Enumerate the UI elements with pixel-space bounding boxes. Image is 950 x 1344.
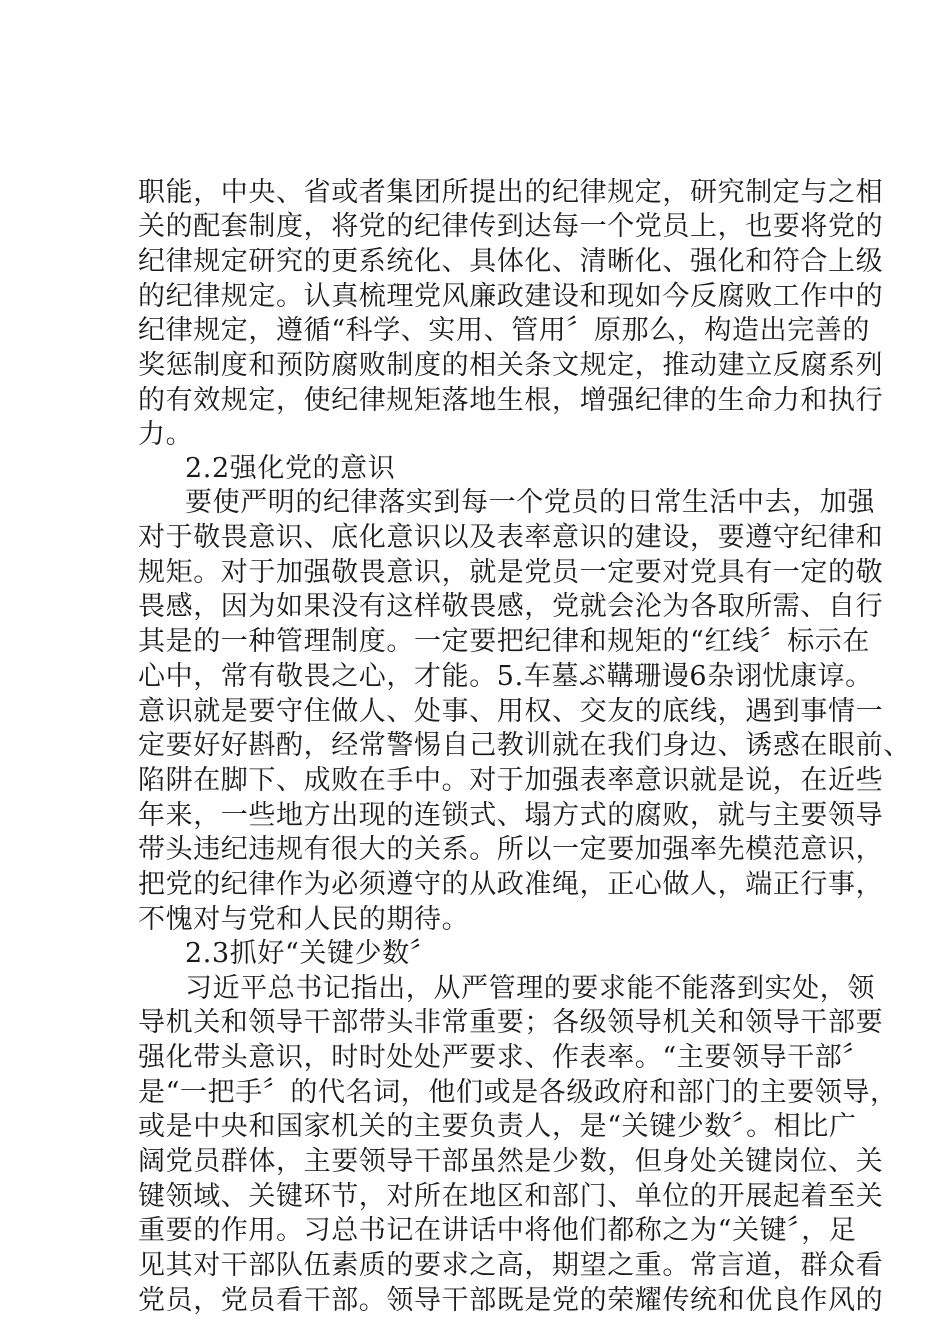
text-line: 奖惩制度和预防腐败制度的相关条文规定，推动建立反腐系列: [138, 350, 884, 381]
text-line: 心中，常有敬畏之心，才能。5.车墓ぶ鞲珊谩6杂诩忧康谆。: [138, 661, 873, 692]
text-line: 职能，中央、省或者集团所提出的纪律规定，研究制定与之相: [138, 177, 884, 208]
text-line: 键领域、关键环节，对所在地区和部门、单位的开展起着至关: [138, 1181, 884, 1212]
text-line: 见其对干部队伍素质的要求之高，期望之重。常言道，群众看: [138, 1250, 884, 1281]
text-line: 不愧对与党和人民的期待。: [138, 904, 470, 935]
text-line: 陷阱在脚下、成败在手中。对于加强表率意识就是说，在近些: [138, 765, 884, 796]
text-line: 对于敬畏意识、底化意识以及表率意识的建设，要遵守纪律和: [138, 522, 884, 553]
text-line: 导机关和领导干部带头非常重要；各级领导机关和领导干部要: [138, 1007, 884, 1038]
text-line: 的有效规定，使纪律规矩落地生根，增强纪律的生命力和执行: [138, 385, 884, 416]
text-line: 党员，党员看干部。领导干部既是党的荣耀传统和优良作风的: [138, 1285, 884, 1316]
text-line: 的纪律规定。认真梳理党风廉政建设和现如今反腐败工作中的: [138, 281, 884, 312]
text-line: 习近平总书记指出，从严管理的要求能不能落到实处，领: [185, 973, 875, 1004]
text-line: 力。: [138, 419, 194, 450]
section-heading: 2.3抓好“关键少数〞: [185, 938, 438, 969]
text-line: 阔党员群体，主要领导干部虽然是少数，但身处关键岗位、关: [138, 1146, 884, 1177]
text-line: 或是中央和国家机关的主要负责人，是“关键少数〞。相比广: [138, 1111, 857, 1142]
text-line: 把党的纪律作为必须遵守的从政准绳，正心做人，端正行事，: [138, 869, 884, 900]
text-line: 年来，一些地方出现的连锁式、塌方式的腐败，就与主要领导: [138, 800, 884, 831]
section-heading: 2.2强化党的意识: [185, 453, 396, 484]
text-line: 带头违纪违规有很大的关系。所以一定要加强率先模范意识，: [138, 834, 884, 865]
text-line: 畏感，因为如果没有这样敬畏感，党就会沦为各取所需、自行: [138, 591, 884, 622]
text-line: 强化带头意识，时时处处严要求、作表率。“主要领导干部〞: [138, 1042, 871, 1073]
text-line: 关的配套制度，将党的纪律传到达每一个党员上，也要将党的: [138, 211, 884, 242]
text-line: 意识就是要守住做人、处事、用权、交友的底线，遇到事情一: [138, 696, 884, 727]
text-line: 其是的一种管理制度。一定要把纪律和规矩的“红线〞标示在: [138, 626, 871, 657]
text-line: 要使严明的纪律落实到每一个党员的日常生活中去，加强: [185, 487, 875, 518]
text-line: 定要好好斟酌，经常警惕自己教训就在我们身边、诱惑在眼前、: [138, 730, 911, 761]
text-line: 纪律规定研究的更系统化、具体化、清晰化、强化和符合上级: [138, 246, 884, 277]
text-line: 重要的作用。习总书记在讲话中将他们都称之为“关键〞，足: [138, 1215, 857, 1246]
text-line: 纪律规定，遵循“科学、实用、管用〞原那么，构造出完善的: [138, 315, 871, 346]
text-line: 规矩。对于加强敬畏意识，就是党员一定要对党具有一定的敬: [138, 557, 884, 588]
text-line: 是“一把手〞的代名词，他们或是各级政府和部门的主要领导，: [138, 1077, 898, 1108]
